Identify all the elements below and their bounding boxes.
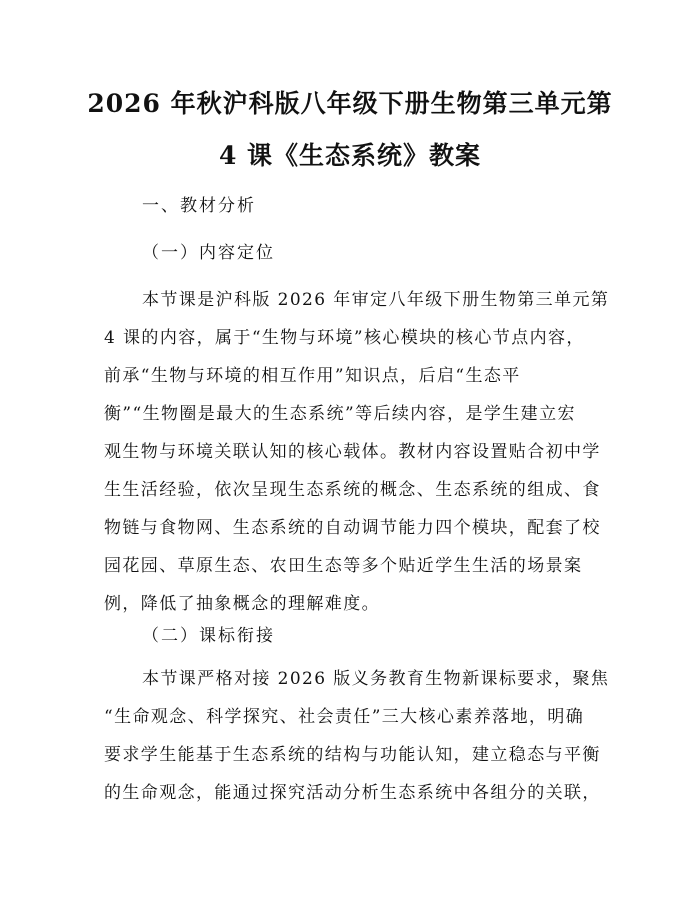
paragraph-line: 的生命观念，能通过探究活动分析生态系统中各组分的关联， <box>104 783 601 803</box>
section-heading-textbook-analysis: 一、教材分析 <box>142 196 256 216</box>
paragraph-line: 生生活经验，依次呈现生态系统的概念、生态系统的组成、食 <box>104 480 601 500</box>
paragraph-line: “生命观念、科学探究、社会责任”三大核心素养落地，明确 <box>104 707 585 727</box>
paragraph-content-positioning <box>104 281 610 623</box>
paragraph-line: 本节课严格对接 2026 版义务教育生物新课标要求，聚焦 <box>142 669 610 689</box>
document-title-line-1: 2026 年秋沪科版八年级下册生物第三单元第 <box>87 89 613 118</box>
document-title-line-2: 4 课《生态系统》教案 <box>218 141 482 170</box>
subsection-heading-content-positioning: （一）内容定位 <box>142 243 275 263</box>
subsection-heading-curriculum-alignment: （二）课标衔接 <box>142 626 275 646</box>
paragraph-line: 前承“生物与环境的相互作用”知识点，后启“生态平 <box>104 366 521 386</box>
paragraph-line: 观生物与环境关联认知的核心载体。教材内容设置贴合初中学 <box>104 442 601 462</box>
paragraph-line: 衡”“生物圈是最大的生态系统”等后续内容，是学生建立宏 <box>104 404 576 424</box>
paragraph-line: 4 课的内容，属于“生物与环境”核心模块的核心节点内容， <box>104 328 585 348</box>
paragraph-line: 要求学生能基于生态系统的结构与功能认知，建立稳态与平衡 <box>104 745 601 765</box>
paragraph-line: 物链与食物网、生态系统的自动调节能力四个模块，配套了校 <box>104 518 601 538</box>
paragraph-line: 本节课是沪科版 2026 年审定八年级下册生物第三单元第 <box>142 290 610 310</box>
paragraph-line: 园花园、草原生态、农田生态等多个贴近学生生活的场景案 <box>104 556 583 576</box>
paragraph-curriculum-alignment <box>104 660 610 812</box>
paragraph-line: 例，降低了抽象概念的理解难度。 <box>104 594 380 614</box>
